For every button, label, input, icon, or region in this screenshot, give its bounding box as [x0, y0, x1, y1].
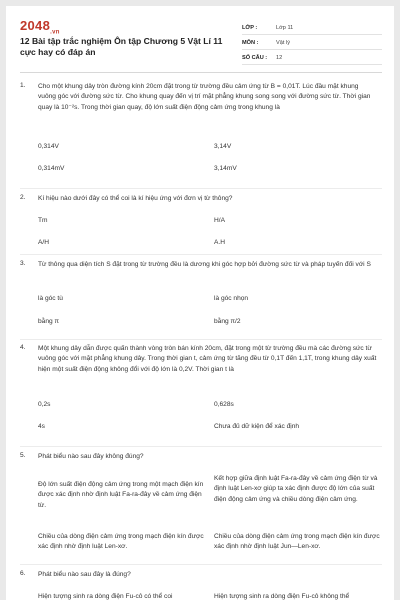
meta-table	[242, 22, 382, 67]
option-b[interactable]: Hiện tượng sinh ra dòng điện Fu-cô không thể	[214, 593, 350, 600]
question-divider	[20, 564, 382, 565]
question-4	[20, 344, 382, 442]
option-a[interactable]: 0,2s	[38, 401, 51, 408]
meta-label: MÔN :	[242, 40, 259, 46]
question-divider	[20, 339, 382, 340]
question-text: Phát biểu nào sau đây là đúng?	[38, 571, 131, 578]
document-header	[20, 16, 382, 68]
document-page	[6, 6, 394, 600]
meta-label: SỐ CÂU :	[242, 55, 268, 61]
option-a[interactable]: là góc tù	[38, 295, 63, 302]
option-b[interactable]: 3,14V	[214, 143, 232, 150]
question-divider	[20, 188, 382, 189]
option-b[interactable]: là góc nhọn	[214, 295, 249, 302]
meta-value: Lớp 11	[276, 25, 294, 31]
question-6	[20, 570, 382, 600]
option-d[interactable]: 3,14mV	[214, 165, 237, 172]
option-d[interactable]: A.H	[214, 239, 225, 246]
question-text: Cho một khung dây tròn đường kính 20cm đặt trong từ trường đều cảm ứng từ B = 0,01T. Lúc đầu mặt khung vuông góc với đường sức từ. Cho khung quay đến vị trí mặt phẳng khung song song với đường sức từ. Thời gian quay là 10⁻²s. Trong thời gian quay, độ lớn suất điện động cảm ứng trong khung là	[38, 83, 371, 111]
page-title: 12 Bài tập trắc nghiệm Ôn tập Chương 5 Vật Lí 11 cực hay có đáp án	[20, 36, 223, 57]
meta-row-class	[242, 22, 382, 35]
question-text: Từ thông qua diện tích S đặt trong từ trường đều là dương khi góc hợp bởi đường sức từ và pháp tuyến đối với S	[38, 261, 371, 268]
question-3	[20, 260, 382, 334]
meta-row-count	[242, 52, 382, 65]
option-b[interactable]: 0,628s	[214, 401, 234, 408]
question-1	[20, 82, 382, 192]
site-logo[interactable]: $2048_{.vn}$	[20, 18, 60, 36]
option-a[interactable]: Hiện tượng sinh ra dòng điện Fu-cô có thể coi	[38, 593, 173, 600]
meta-value: 12	[276, 55, 283, 61]
question-number: 6.	[20, 570, 26, 577]
option-a[interactable]: 0,314V	[38, 143, 59, 150]
question-5	[20, 452, 382, 562]
question-number: 3.	[20, 260, 26, 267]
option-a[interactable]: Tm	[38, 217, 48, 224]
option-c[interactable]: A/H	[38, 239, 49, 246]
question-text: Phát biểu nào sau đây không đúng?	[38, 453, 144, 460]
header-divider	[20, 72, 382, 73]
meta-value: Vật lý	[276, 40, 290, 46]
option-d[interactable]: Chiều của dòng điện cảm ứng trong mạch điện kín được xác định nhờ định luật Jun—Len-xơ.	[214, 533, 380, 551]
meta-row-subject	[242, 37, 382, 50]
option-a[interactable]: Độ lớn suất điện động cảm ứng trong một mạch điện kín được xác định nhờ định luật Fa-ra-đây về cảm ứng điện từ.	[38, 481, 204, 509]
question-text: Kí hiệu nào dưới đây có thể coi là kí hiệu ứng với đơn vị từ thông?	[38, 195, 233, 202]
option-c[interactable]: 4s	[38, 423, 45, 430]
meta-label: LỚP :	[242, 25, 258, 31]
option-b[interactable]: H/A	[214, 217, 225, 224]
option-c[interactable]: Chiều của dòng điện cảm ứng trong mạch điện kín được xác định nhờ định luật Len-xơ.	[38, 533, 204, 551]
option-d[interactable]: Chưa đủ dữ kiện để xác định	[214, 423, 300, 430]
option-c[interactable]: bằng π	[38, 318, 60, 325]
option-d[interactable]: bằng π/2	[214, 318, 241, 325]
question-number: 1.	[20, 82, 26, 89]
question-number: 5.	[20, 452, 26, 459]
question-divider	[20, 254, 382, 255]
question-divider	[20, 446, 382, 447]
question-text: Một khung dây dẫn được quấn thành vòng tròn bán kính 20cm, đặt trong một từ trường đều mà các đường sức từ vuông góc với mặt phẳng khung dây. Trong thời gian t, cảm ứng từ tăng đều từ 0,1T đến 1,1T, trong khung dây xuất hiện một suất điện động không đổi với độ lớn là 0,2V. Thời gian t là	[38, 345, 377, 373]
option-c[interactable]: 0,314mV	[38, 165, 65, 172]
option-b[interactable]: Kết hợp giữa định luật Fa-ra-đây về cảm ứng điện từ và định luật Len-xơ giúp ta xác định được độ lớn của suất điện động cảm ứng và chiều dòng điện cảm ứng.	[214, 475, 378, 503]
question-number: 2.	[20, 194, 26, 201]
question-number: 4.	[20, 344, 26, 351]
question-2	[20, 194, 382, 256]
